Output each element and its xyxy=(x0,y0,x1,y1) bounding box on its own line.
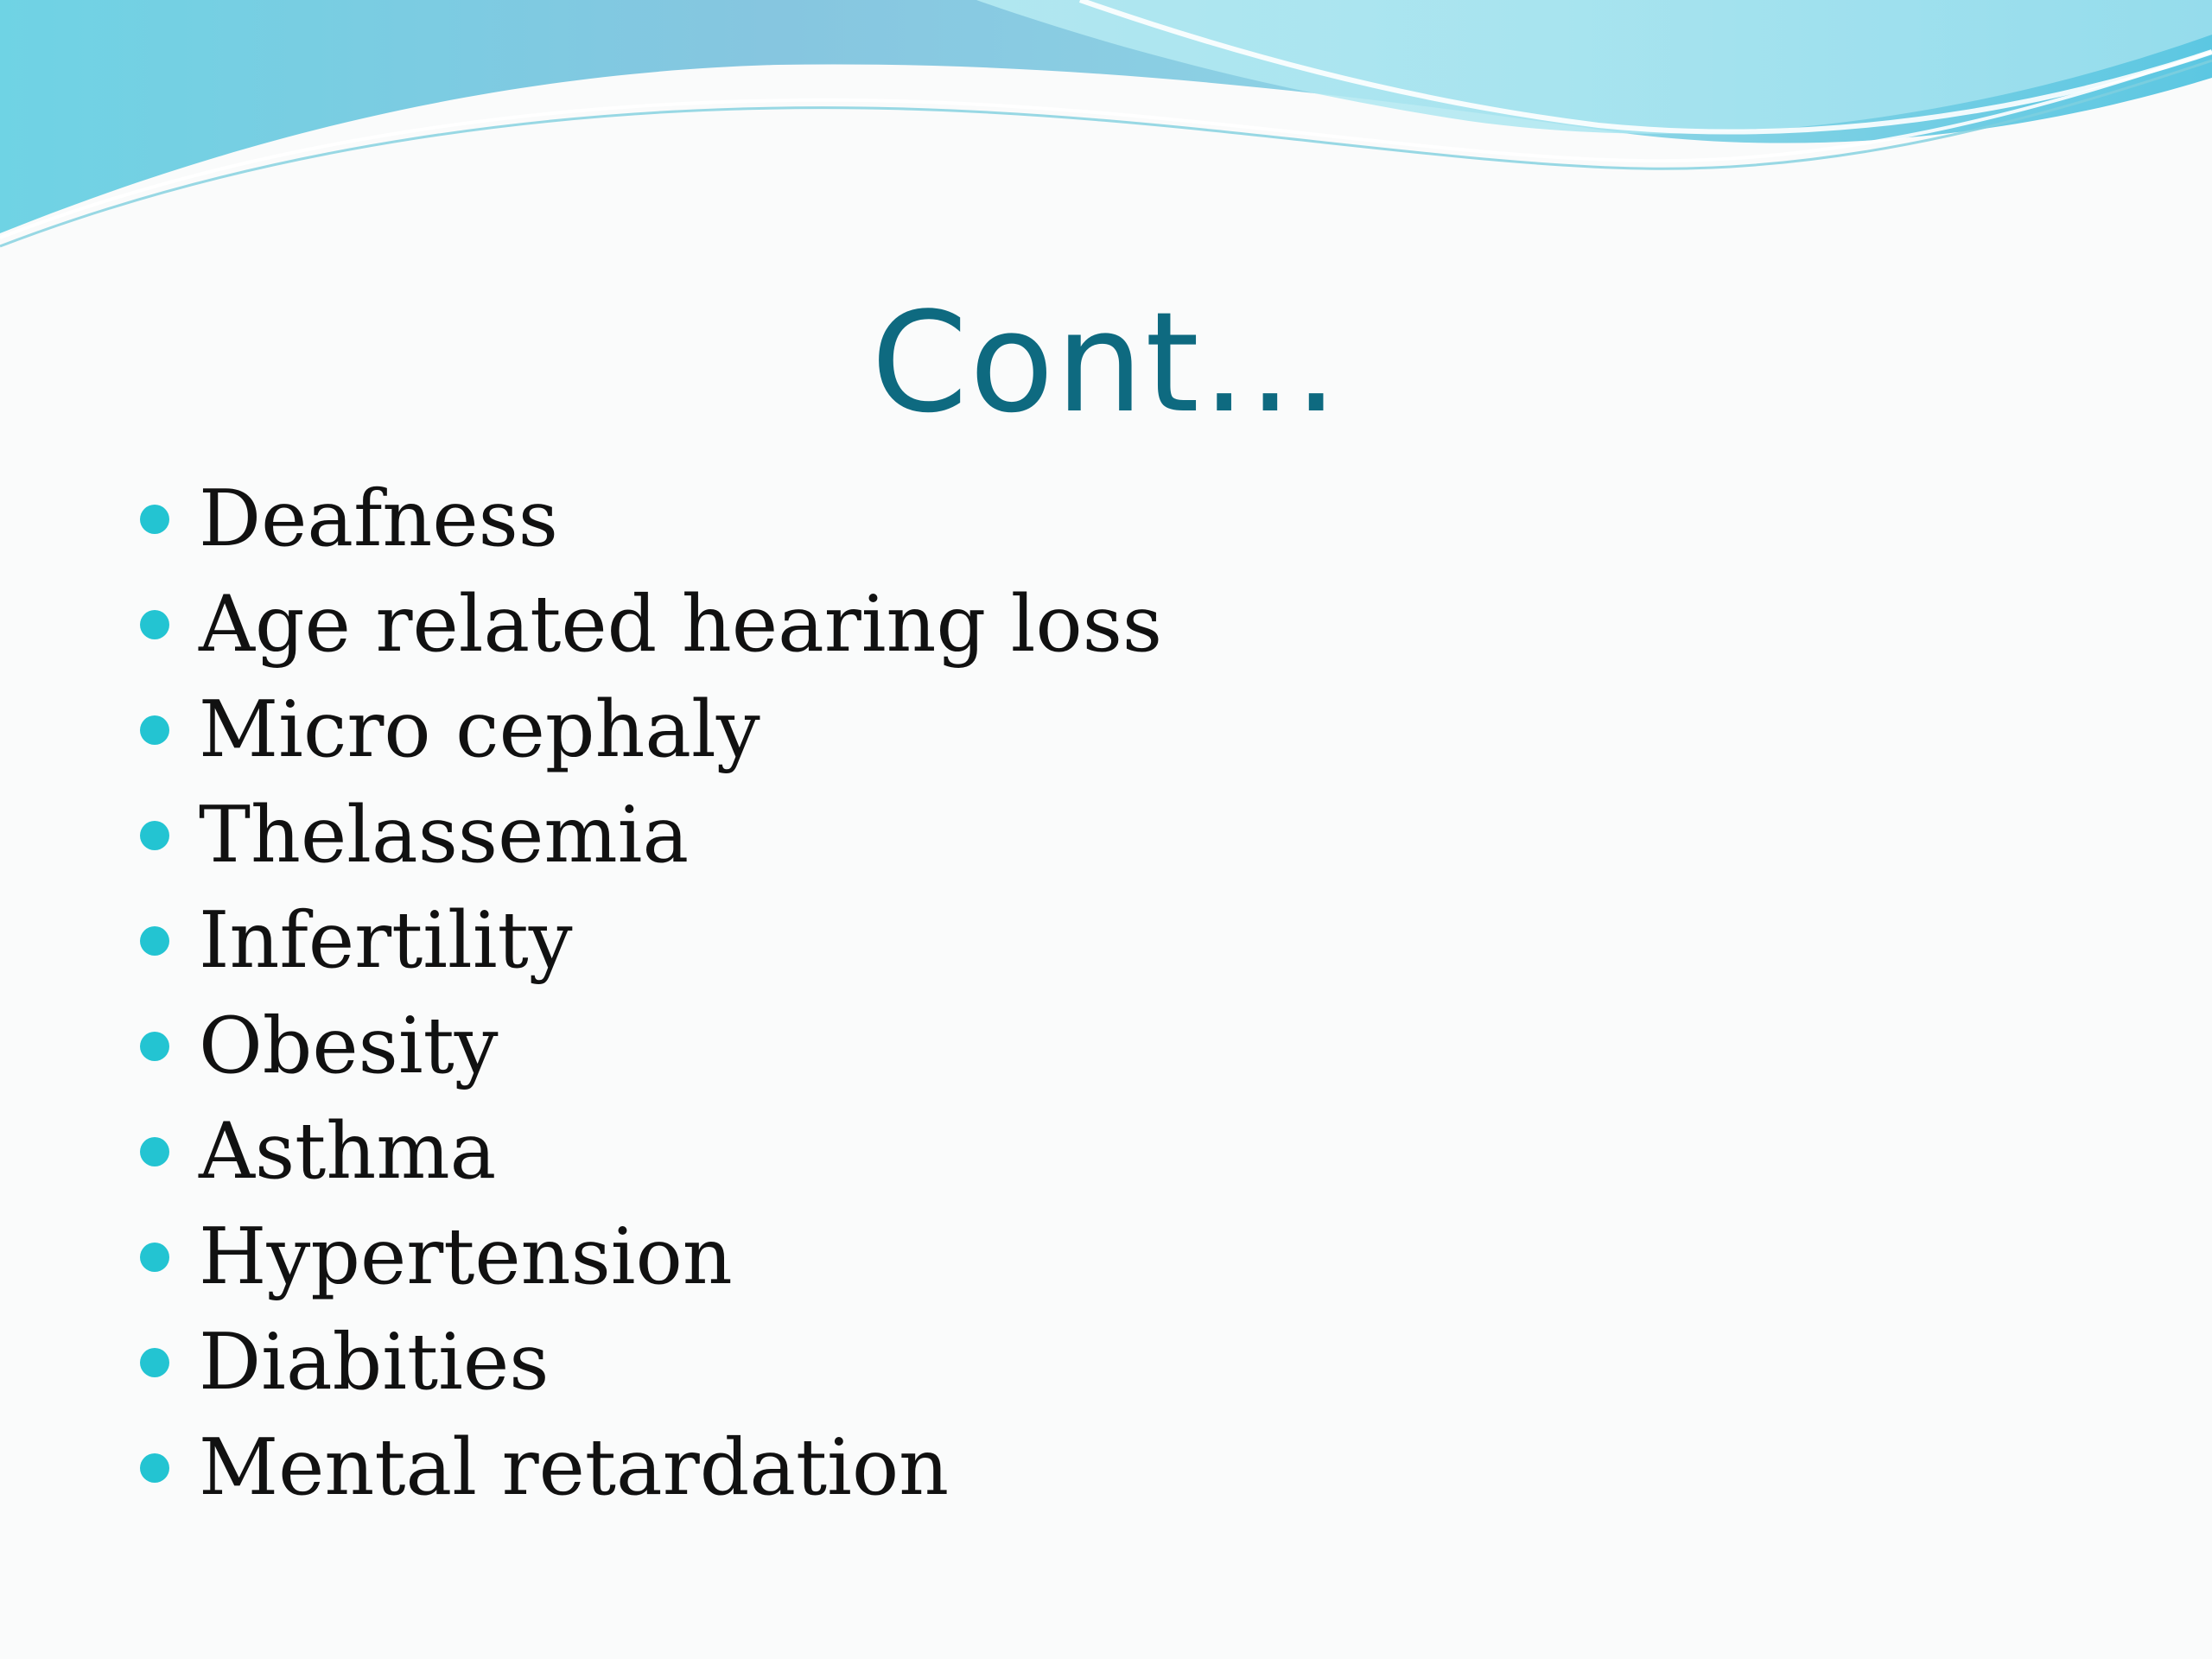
wave-header-decoration xyxy=(0,0,2212,259)
slide-title: Cont… xyxy=(871,282,1341,443)
bullet-dot-icon xyxy=(140,1032,169,1061)
bullet-text: Infertility xyxy=(199,895,573,986)
bullet-dot-icon xyxy=(140,1243,169,1272)
bullet-dot-icon xyxy=(140,610,169,639)
bullet-dot-icon xyxy=(140,926,169,956)
bullet-text: Micro cephaly xyxy=(199,684,760,775)
bullet-text: Deafness xyxy=(199,474,558,564)
bullet-text: Age related hearing loss xyxy=(199,579,1163,670)
bullet-text: Thelassemia xyxy=(199,790,690,880)
bullet-text: Diabities xyxy=(199,1317,550,1408)
bullet-dot-icon xyxy=(140,505,169,534)
bullet-dot-icon xyxy=(140,1348,169,1377)
bullet-dot-icon xyxy=(140,715,169,745)
bullet-text: Mental retardation xyxy=(199,1422,950,1513)
bullet-dot-icon xyxy=(140,1453,169,1483)
bullet-dot-icon xyxy=(140,821,169,850)
bullet-text: Obesity xyxy=(199,1001,499,1091)
bullet-text: Hypertension xyxy=(199,1211,733,1302)
bullet-dot-icon xyxy=(140,1137,169,1166)
bullet-text: Asthma xyxy=(199,1106,497,1197)
